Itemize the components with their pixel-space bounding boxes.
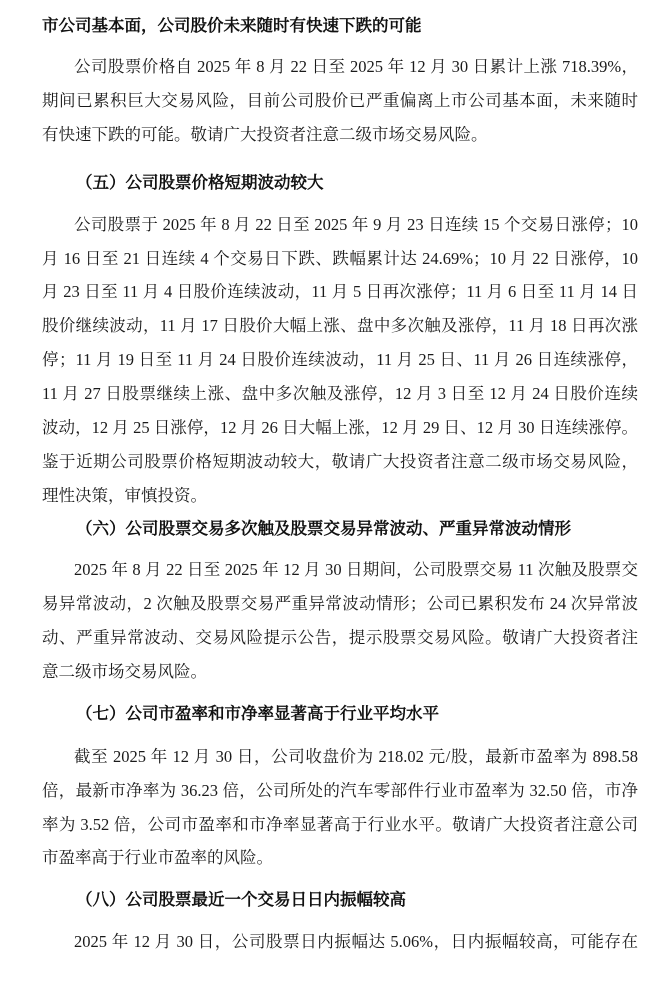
section-5-line: 股价继续波动，11 月 17 日股价大幅上涨、盘中多次触及涨停，11 月 18 日再次涨 (42, 316, 638, 335)
section-5-line: 波动，12 月 25 日涨停，12 月 26 日大幅上涨，12 月 29 日、12 月 30 日连续涨停。 (42, 418, 638, 437)
section-7-line: 率为 3.52 倍，公司市盈率和市净率显著高于行业水平。敬请广大投资者注意公司 (42, 815, 638, 834)
section-7-line: 倍，最新市净率为 36.23 倍，公司所处的汽车零部件行业市盈率为 32.50 倍，市净 (42, 781, 638, 800)
section-7-line: 市盈率高于行业市盈率的风险。 (42, 848, 273, 867)
section-heading-5: （五）公司股票价格短期波动较大 (76, 173, 324, 192)
section-heading-8: （八）公司股票最近一个交易日日内振幅较高 (76, 890, 406, 909)
section-6-line: 2025 年 8 月 22 日至 2025 年 12 月 30 日期间，公司股票交易 11 次触及股票交 (74, 560, 638, 579)
intro-line: 公司股票价格自 2025 年 8 月 22 日至 2025 年 12 月 30 日累计上涨 718.39%， (74, 57, 638, 76)
section-7-line: 截至 2025 年 12 月 30 日，公司收盘价为 218.02 元/股，最新市盈率为 898.58 (74, 747, 638, 766)
intro-line: 期间已累积巨大交易风险，目前公司股价已严重偏离上市公司基本面，未来随时 (42, 91, 638, 110)
section-5-line: 停；11 月 19 日至 11 月 24 日股价连续波动，11 月 25 日、11 月 26 日连续涨停， (42, 350, 638, 369)
section-6-line: 动、严重异常波动、交易风险提示公告，提示股票交易风险。敬请广大投资者注 (42, 628, 638, 647)
section-8-line: 2025 年 12 月 30 日，公司股票日内振幅达 5.06%，日内振幅较高，可能存在 (74, 932, 638, 951)
section-5-line: 公司股票于 2025 年 8 月 22 日至 2025 年 9 月 23 日连续 15 个交易日涨停；10 (74, 215, 638, 234)
section-5-line: 鉴于近期公司股票价格短期波动较大，敬请广大投资者注意二级市场交易风险， (42, 452, 638, 471)
section-5-line: 理性决策，审慎投资。 (42, 486, 207, 505)
section-5-line: 月 23 日至 11 月 4 日股价连续波动，11 月 5 日再次涨停；11 月 6 日至 11 月 14 日 (42, 282, 638, 301)
intro-line: 有快速下跌的可能。敬请广大投资者注意二级市场交易风险。 (42, 125, 488, 144)
section-heading-6: （六）公司股票交易多次触及股票交易异常波动、严重异常波动情形 (76, 519, 571, 538)
section-5-line: 月 16 日至 21 日连续 4 个交易日下跌、跌幅累计达 24.69%；10 月 22 日涨停，10 (42, 249, 638, 268)
intro-heading: 市公司基本面，公司股价未来随时有快速下跌的可能 (42, 16, 422, 35)
section-6-line: 易异常波动，2 次触及股票交易严重异常波动情形；公司已累积发布 24 次异常波 (42, 594, 638, 613)
section-6-line: 意二级市场交易风险。 (42, 662, 207, 681)
section-heading-7: （七）公司市盈率和市净率显著高于行业平均水平 (76, 704, 439, 723)
section-5-line: 11 月 27 日股票继续上涨、盘中多次触及涨停，12 月 3 日至 12 月 24 日股价连续 (42, 384, 638, 403)
